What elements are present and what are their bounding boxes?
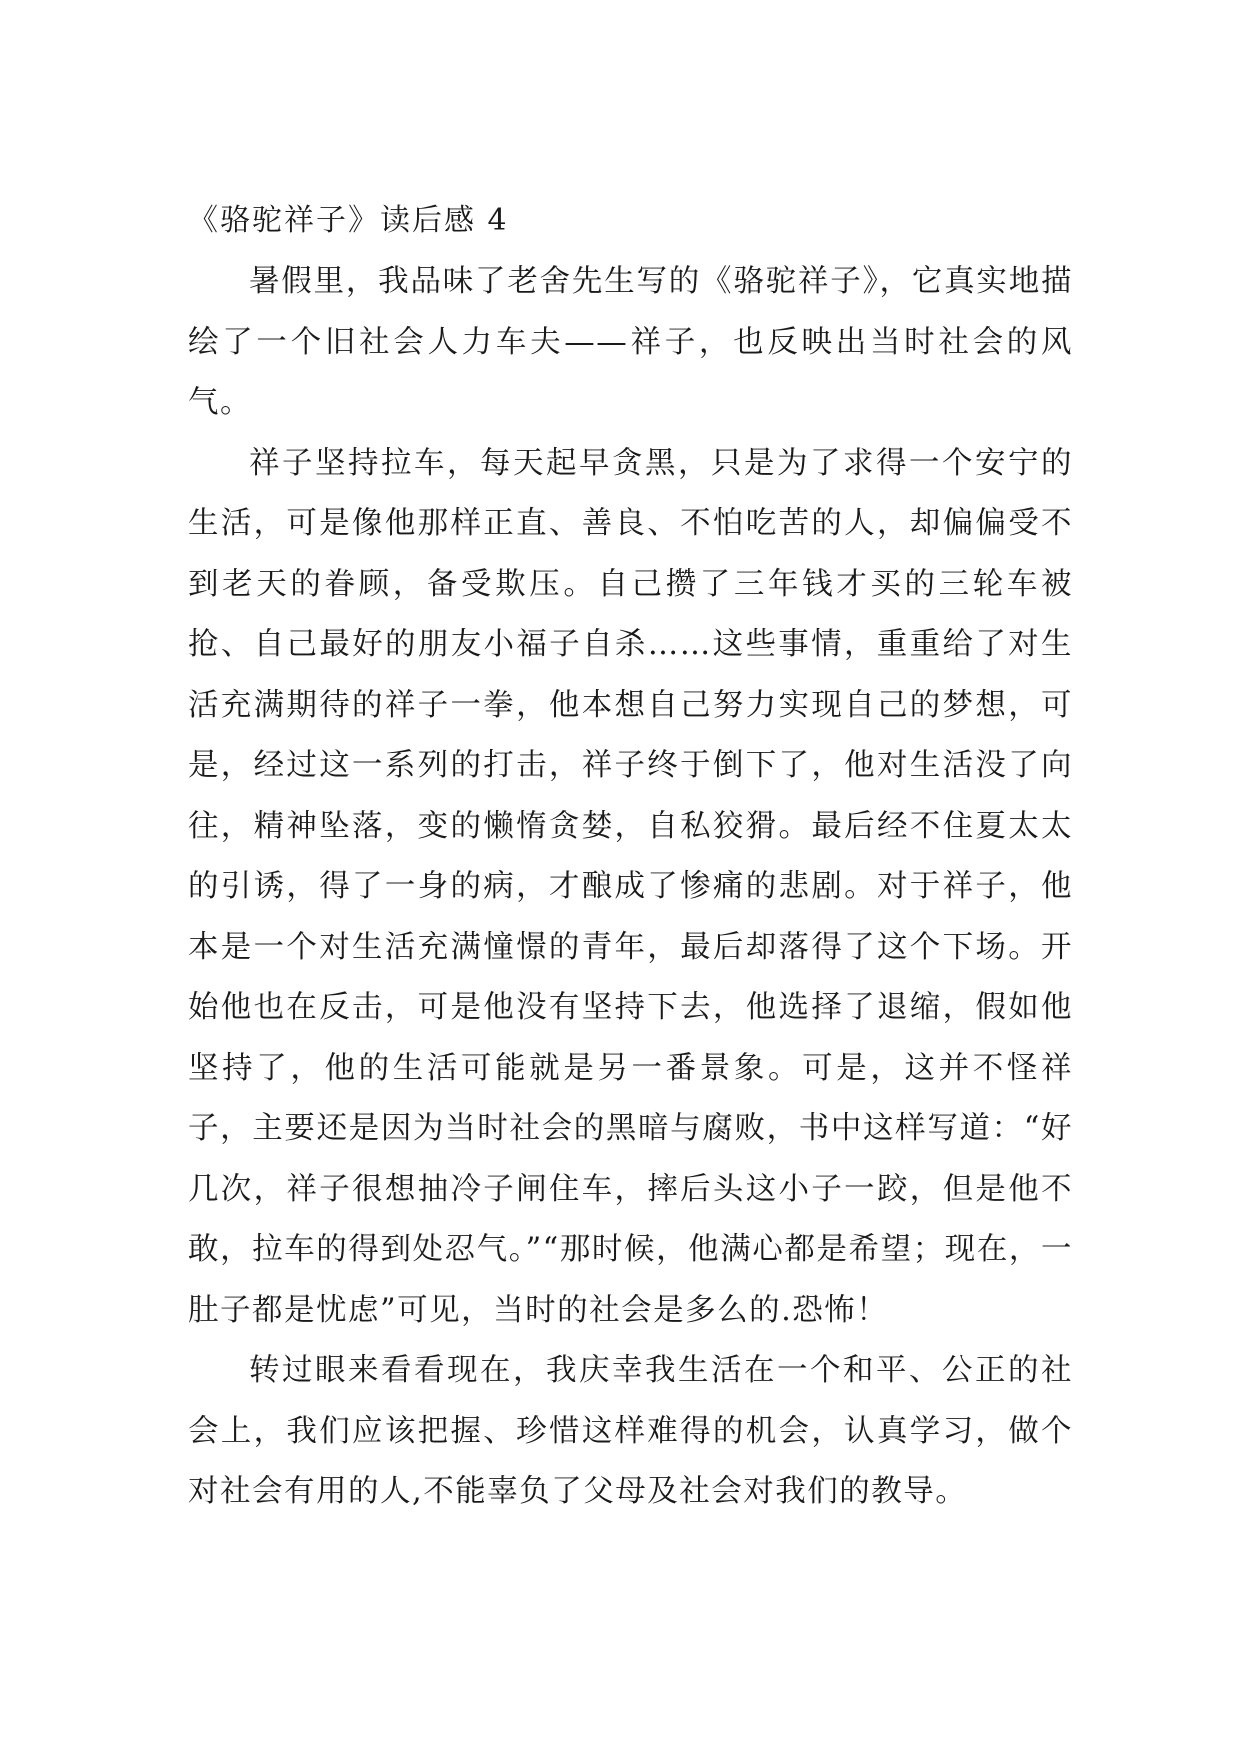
- paragraph-2: 祥子坚持拉车，每天起早贪黑，只是为了求得一个安宁的生活，可是像他那样正直、善良、不怕吃苦的人，却偏偏受不到老天的眷顾，备受欺压。自己攒了三年钱才买的三轮车被抢、自己最好的朋友小福子自杀……这些事情，重重给了对生活充满期待的祥子一拳，他本想自己努力实现自己的梦想，可是，经过这一系列的打击，祥子终于倒下了，他对生活没了向往，精神坠落，变的懒惰贪婪，自私狡猾。最后经不住夏太太的引诱，得了一身的病，才酿成了惨痛的悲剧。对于祥子，他本是一个对生活充满憧憬的青年，最后却落得了这个下场。开始他也在反击，可是他没有坚持下去，他选择了退缩，假如他坚持了，他的生活可能就是另一番景象。可是，这并不怪祥子，主要还是因为当时社会的黑暗与腐败，书中这样写道：“好几次，祥子很想抽冷子闸住车，摔后头这小子一跤，但是他不敢，拉车的得到处忍气。”“那时候，他满心都是希望；现在，一肚子都是忧虑”可见，当时的社会是多么的.恐怖！: [188, 445, 1073, 1328]
- document-page: [188, 190, 1073, 1523]
- paragraph-3: 转过眼来看看现在，我庆幸我生活在一个和平、公正的社会上，我们应该把握、珍惜这样难得的机会，认真学习，做个对社会有用的人,不能辜负了父母及社会对我们的教导。: [188, 1353, 1073, 1509]
- paragraph-1: 暑假里，我品味了老舍先生写的《骆驼祥子》，它真实地描绘了一个旧社会人力车夫——祥子，也反映出当时社会的风气。: [188, 264, 1073, 420]
- document-title: 《骆驼祥子》读后感 4: [188, 203, 509, 238]
